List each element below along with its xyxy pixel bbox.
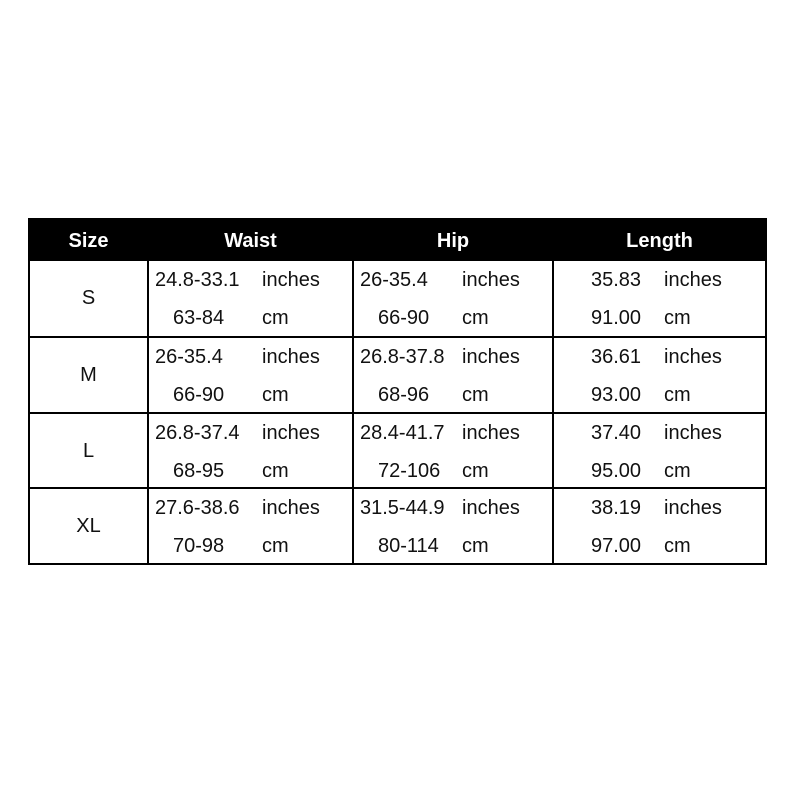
waist-inches-value: 26-35.4	[155, 346, 223, 368]
header-size: Size	[68, 230, 109, 252]
hip-cm-value: 72-106	[378, 460, 441, 482]
waist-cm-unit: cm	[262, 535, 289, 557]
length-cm-unit: cm	[664, 535, 691, 557]
hip-cm-value: 80-114	[378, 535, 439, 557]
length-cm-value: 97.00	[591, 535, 642, 557]
length-inches-unit: inches	[664, 269, 722, 291]
waist-inches-value: 27.6-38.6	[155, 497, 240, 519]
length-cm-unit: cm	[664, 384, 691, 406]
length-inches-unit: inches	[664, 346, 722, 368]
size-label: S	[81, 287, 96, 309]
size-label: L	[82, 440, 95, 462]
hip-inches-value: 26-35.4	[360, 269, 428, 291]
header-length: Length	[626, 230, 693, 252]
header-hip: Hip	[436, 230, 470, 252]
hip-inches-unit: inches	[462, 422, 520, 444]
hip-inches-unit: inches	[462, 269, 520, 291]
waist-inches-unit: inches	[262, 422, 320, 444]
length-inches-unit: inches	[664, 422, 722, 444]
size-label: M	[80, 364, 97, 386]
table-header	[30, 220, 765, 261]
waist-cm-unit: cm	[262, 384, 289, 406]
length-cm-value: 95.00	[591, 460, 642, 482]
hip-cm-unit: cm	[462, 535, 489, 557]
waist-cm-unit: cm	[262, 460, 289, 482]
waist-cm-value: 70-98	[173, 535, 225, 557]
hip-cm-value: 68-96	[378, 384, 430, 406]
length-inches-value: 35.83	[591, 269, 642, 291]
waist-inches-value: 26.8-37.4	[155, 422, 240, 444]
waist-inches-unit: inches	[262, 269, 320, 291]
waist-inches-unit: inches	[262, 346, 320, 368]
size-label: XL	[76, 515, 101, 537]
size-chart-table	[28, 218, 767, 565]
hip-cm-unit: cm	[462, 460, 489, 482]
length-cm-unit: cm	[664, 307, 691, 329]
waist-cm-value: 63-84	[173, 307, 225, 329]
hip-inches-unit: inches	[462, 346, 520, 368]
length-inches-value: 38.19	[591, 497, 642, 519]
length-inches-unit: inches	[664, 497, 722, 519]
hip-inches-unit: inches	[462, 497, 520, 519]
header-waist: Waist	[224, 230, 277, 252]
hip-inches-value: 26.8-37.8	[360, 346, 445, 368]
waist-cm-value: 66-90	[173, 384, 225, 406]
length-cm-unit: cm	[664, 460, 691, 482]
hip-inches-value: 28.4-41.7	[360, 422, 445, 444]
length-cm-value: 91.00	[591, 307, 642, 329]
waist-cm-value: 68-95	[173, 460, 225, 482]
hip-cm-unit: cm	[462, 384, 489, 406]
waist-cm-unit: cm	[262, 307, 289, 329]
length-inches-value: 37.40	[591, 422, 642, 444]
length-cm-value: 93.00	[591, 384, 642, 406]
length-inches-value: 36.61	[591, 346, 642, 368]
waist-inches-value: 24.8-33.1	[155, 269, 240, 291]
hip-inches-value: 31.5-44.9	[360, 497, 445, 519]
hip-cm-value: 66-90	[378, 307, 430, 329]
hip-cm-unit: cm	[462, 307, 489, 329]
waist-inches-unit: inches	[262, 497, 320, 519]
